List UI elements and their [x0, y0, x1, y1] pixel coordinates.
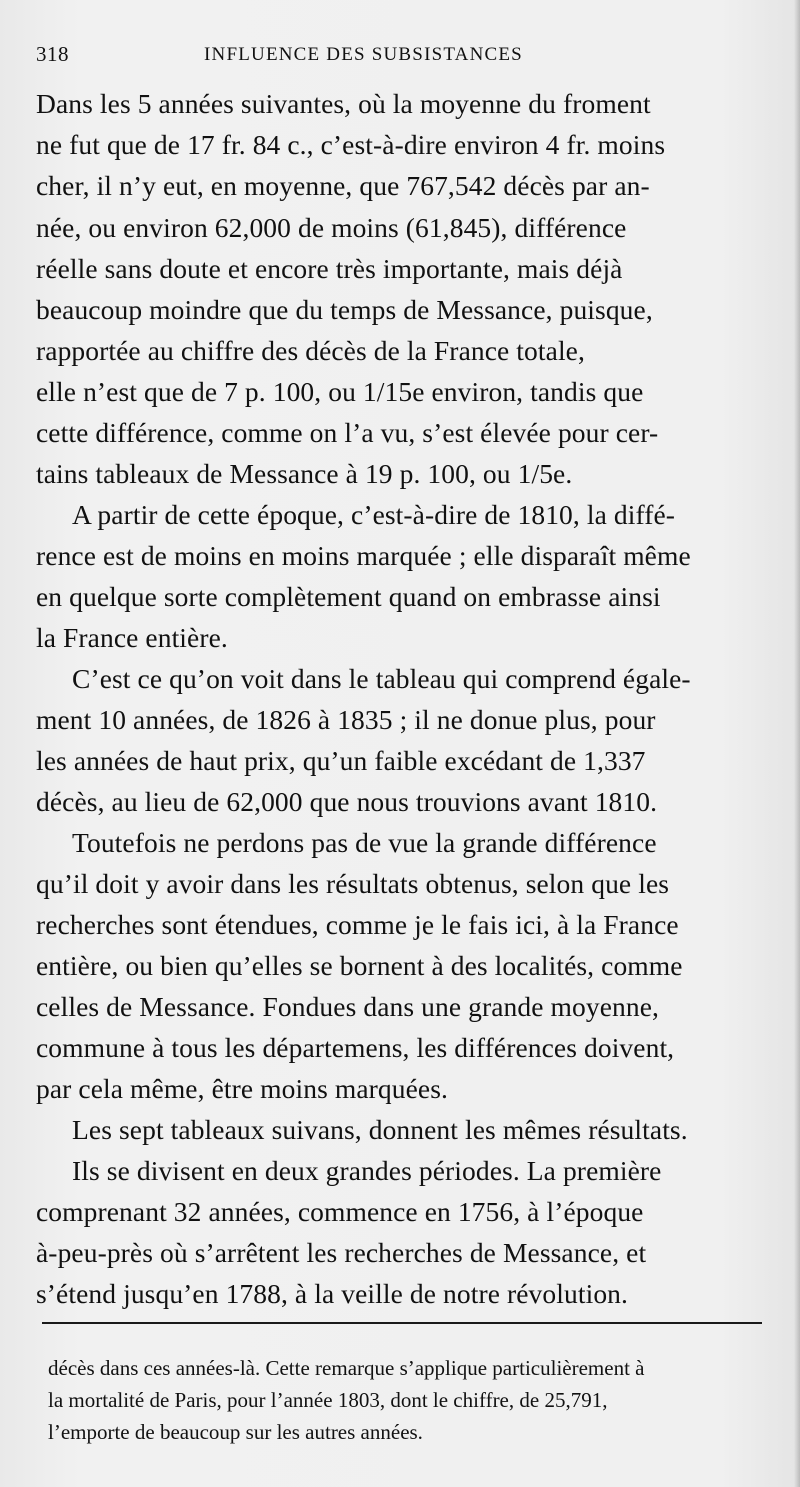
text-line: s’étend jusqu’en 1788, à la veille de notre révolution.: [36, 1278, 628, 1309]
page-number: 318: [36, 42, 69, 66]
text-line: rence est de moins en moins marquée ; elle disparaît même: [36, 540, 691, 571]
text-line: à-peu-près où s’arrêtent les recherches de Messance, et: [36, 1237, 647, 1268]
text-line: décès, au lieu de 62,000 que nous trouvions avant 1810.: [36, 786, 658, 817]
running-head: INFLUENCE DES SUBSISTANCES: [204, 44, 523, 65]
text-line: ne fut que de 17 fr. 84 c., c’est-à-dire environ 4 fr. moins: [36, 129, 666, 160]
text-line: commune à tous les départemens, les différences doivent,: [36, 1032, 675, 1063]
paragraph-first-line: Ils se divisent en deux grandes périodes. La première: [72, 1155, 662, 1186]
text-line: les années de haut prix, qu’un faible excédant de 1,337: [36, 745, 646, 776]
page-header: [36, 42, 756, 72]
text-line: recherches sont étendues, comme je le fais ici, à la France: [36, 909, 679, 940]
text-line: beaucoup moindre que du temps de Messance, puisque,: [36, 294, 653, 325]
paragraph-first-line: Toutefois ne perdons pas de vue la grande différence: [72, 827, 657, 858]
footnote-rule: [42, 1322, 762, 1324]
text-line: celles de Messance. Fondues dans une grande moyenne,: [36, 991, 659, 1022]
text-line: comprenant 32 années, commence en 1756, à l’époque: [36, 1196, 644, 1227]
text-line: entière, ou bien qu’elles se bornent à des localités, comme: [36, 950, 683, 981]
text-line: réelle sans doute et encore très importante, mais déjà: [36, 253, 623, 284]
paragraph-first-line: C’est ce qu’on voit dans le tableau qui comprend égale-: [72, 663, 691, 694]
text-line: ment 10 années, de 1826 à 1835 ; il ne donue plus, pour: [36, 704, 656, 735]
footnote-line: la mortalité de Paris, pour l’année 1803, dont le chiffre, de 25,791,: [48, 1388, 608, 1412]
text-line: la France entière.: [36, 622, 228, 653]
text-line: elle n’est que de 7 p. 100, ou 1/15e environ, tandis que: [36, 376, 644, 407]
page-edge-shadow: [794, 0, 800, 1487]
text-line: rapportée au chiffre des décès de la France totale,: [36, 335, 585, 366]
text-line: née, ou environ 62,000 de moins (61,845), différence: [36, 212, 627, 243]
footnote-line: décès dans ces années-là. Cette remarque s’applique particulièrement à: [48, 1356, 645, 1380]
paragraph-first-line: Les sept tableaux suivans, donnent les mêmes résultats.: [72, 1114, 688, 1145]
text-line: Dans les 5 années suivantes, où la moyenne du froment: [36, 88, 651, 119]
text-line: cette différence, comme on l’a vu, s’est élevée pour cer-: [36, 417, 659, 448]
text-line: cher, il n’y eut, en moyenne, que 767,542 décès par an-: [36, 170, 650, 201]
text-line: tains tableaux de Messance à 19 p. 100, ou 1/5e.: [36, 458, 573, 489]
footnote-line: l’emporte de beaucoup sur les autres années.: [48, 1420, 423, 1444]
text-line: en quelque sorte complètement quand on embrasse ainsi: [36, 581, 661, 612]
paragraph-first-line: A partir de cette époque, c’est-à-dire de 1810, la diffé-: [72, 499, 676, 530]
text-line: qu’il doit y avoir dans les résultats obtenus, selon que les: [36, 868, 670, 899]
text-line: par cela même, être moins marquées.: [36, 1073, 448, 1104]
